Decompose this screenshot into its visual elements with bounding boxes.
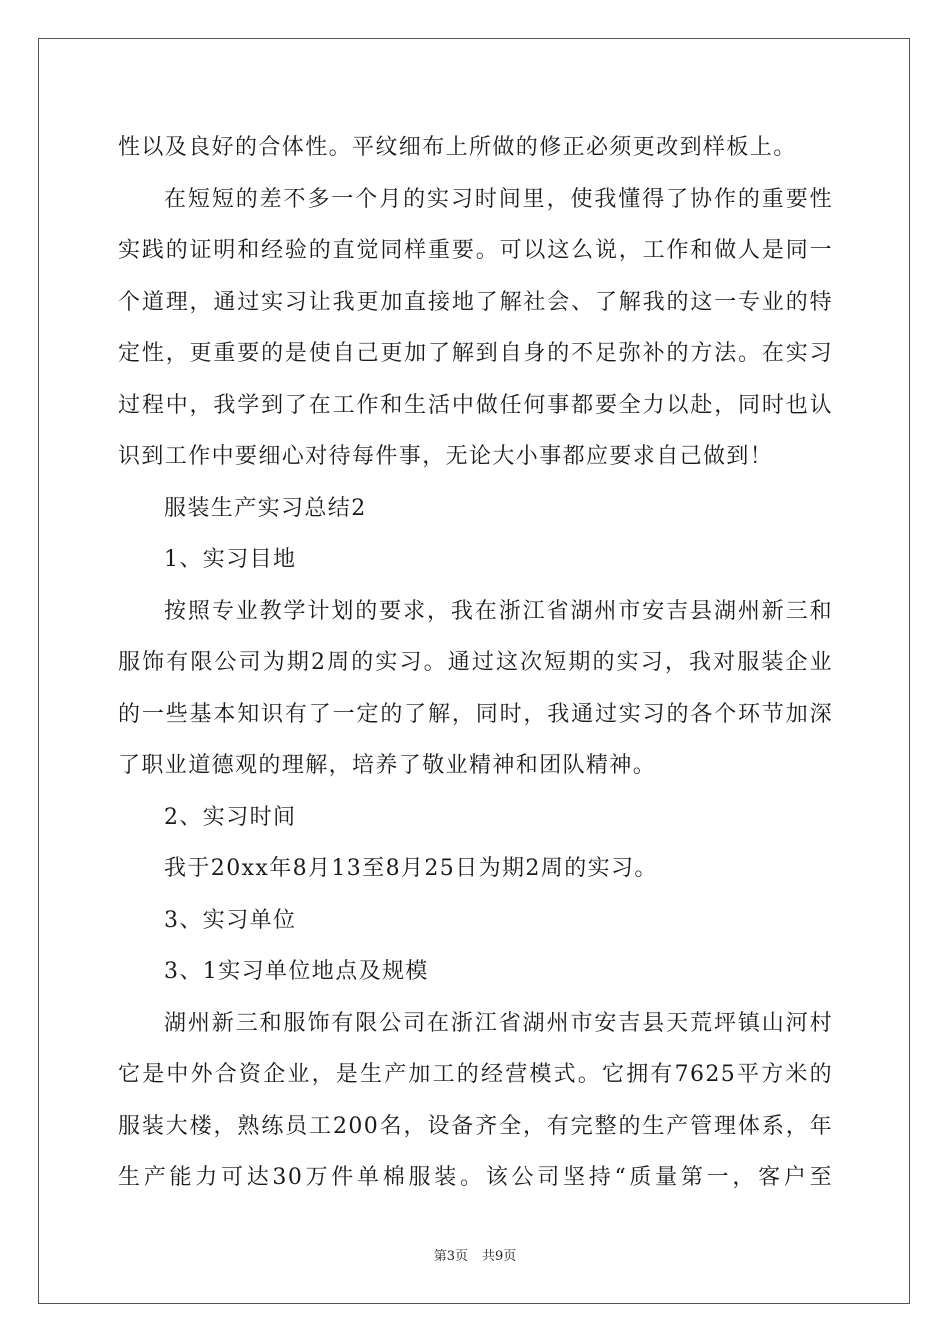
page-total: 共9页	[482, 1249, 517, 1264]
text-line: 生产能力可达30万件单棉服装。该公司坚持“质量第一，客户至	[118, 1165, 833, 1190]
text-line: 个道理，通过实习让我更加直接地了解社会、了解我的这一专业的特	[118, 289, 833, 315]
document-body	[118, 122, 833, 1204]
page-footer	[0, 1245, 950, 1264]
text-line: 性以及良好的合体性。平纹细布上所做的修正必须更改到样板上。	[118, 135, 797, 160]
subsection-heading: 1、实习目地	[164, 547, 297, 572]
text-line: 我于20xx年8月13至8月25日为期2周的实习。	[164, 856, 658, 881]
text-line: 它是中外合资企业，是生产加工的经营模式。它拥有7625平方米的	[118, 1062, 833, 1087]
text-line: 了职业道德观的理解，培养了敬业精神和团队精神。	[118, 753, 657, 778]
text-line: 湖州新三和服饰有限公司在浙江省湖州市安吉县天荒坪镇山河村	[164, 1010, 833, 1036]
text-line: 实践的证明和经验的直觉同样重要。可以这么说，工作和做人是同一	[118, 238, 833, 263]
page-number: 第3页	[433, 1249, 468, 1264]
text-line: 定性，更重要的是使自己更加了解到自身的不足弥补的方法。在实习	[118, 341, 833, 366]
section-heading: 服装生产实习总结2	[164, 495, 367, 521]
subsection-heading: 3、实习单位	[164, 907, 297, 933]
text-line: 按照专业教学计划的要求，我在浙江省湖州市安吉县湖州新三和	[164, 598, 833, 624]
text-line: 服饰有限公司为期2周的实习。通过这次短期的实习，我对服装企业	[118, 650, 833, 675]
text-line: 过程中，我学到了在工作和生活中做任何事都要全力以赴，同时也认	[118, 392, 833, 418]
text-line: 的一些基本知识有了一定的了解，同时，我通过实习的各个环节加深	[118, 701, 833, 727]
text-line: 识到工作中要细心对待每件事，无论大小事都应要求自己做到！	[118, 444, 774, 469]
text-line: 服装大楼，熟练员工200名，设备齐全，有完整的生产管理体系，年	[118, 1113, 833, 1139]
subsection-heading: 3、1实习单位地点及规模	[164, 959, 429, 984]
text-line: 在短短的差不多一个月的实习时间里，使我懂得了协作的重要性	[164, 186, 833, 212]
subsection-heading: 2、实习时间	[164, 804, 297, 830]
